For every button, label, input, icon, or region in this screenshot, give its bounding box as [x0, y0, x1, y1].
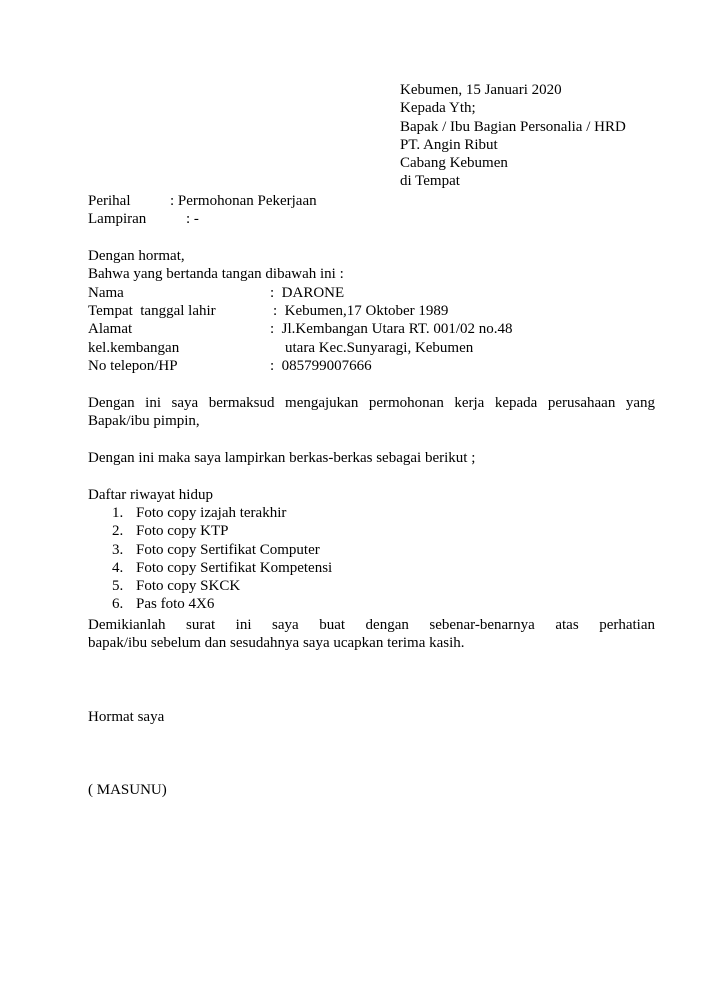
signer-name: ( MASUNU) [88, 782, 167, 798]
ttl-value: : Kebumen,17 Oktober 1989 [273, 303, 449, 319]
paragraph-attachments: Dengan ini maka saya lampirkan berkas-berkas sebagai berikut ; [88, 450, 476, 466]
branch-name: Cabang Kebumen [400, 155, 508, 172]
list-item: 5. Foto copy SKCK [112, 578, 241, 595]
attachments-list [112, 504, 332, 614]
paragraph-request [88, 394, 655, 431]
kel-value: utara Kec.Sunyaragi, Kebumen [285, 340, 474, 356]
list-item: 4. Foto copy Sertifikat Kompetensi [112, 559, 333, 576]
paragraph-request-line1: Dengan ini saya bermaksud mengajukan permohonan kerja kepada perusahaan yang [88, 395, 655, 411]
closing-paragraph [88, 616, 655, 653]
intro-text: Bahwa yang bertanda tangan dibawah ini : [88, 266, 344, 282]
perihal-label: Perihal [88, 193, 131, 209]
nama-value: : DARONE [270, 285, 345, 301]
kel-label: kel.kembangan [88, 340, 180, 356]
perihal-value: : Permohonan Pekerjaan [170, 193, 317, 209]
nama-label: Nama [88, 285, 124, 301]
company-name: PT. Angin Ribut [400, 136, 498, 153]
lampiran-value: : - [186, 211, 199, 227]
place-date: Kebumen, 15 Januari 2020 [400, 82, 562, 98]
alamat-label: Alamat [88, 321, 133, 337]
list-item: 3. Foto copy Sertifikat Computer [112, 541, 320, 558]
alamat-value: : Jl.Kembangan Utara RT. 001/02 no.48 [270, 321, 513, 337]
recipient-block [400, 81, 626, 191]
telp-value: : 085799007666 [270, 358, 372, 374]
to-line: Kepada Yth; [400, 100, 476, 117]
lampiran-label: Lampiran [88, 211, 147, 227]
closing-line1: Demikianlah surat ini saya buat dengan sebenar-benarnya atas perhatian [88, 617, 655, 633]
greeting: Dengan hormat, [88, 248, 185, 264]
list-item: 6. Pas foto 4X6 [112, 596, 215, 613]
paragraph-request-line2: Bapak/ibu pimpin, [88, 413, 200, 430]
list-title: Daftar riwayat hidup [88, 487, 213, 503]
recipient: Bapak / Ibu Bagian Personalia / HRD [400, 118, 626, 135]
location: di Tempat [400, 173, 460, 190]
list-item: 1. Foto copy izajah terakhir [112, 505, 287, 521]
ttl-label: Tempat tanggal lahir [88, 303, 216, 319]
closing-line2: bapak/ibu sebelum dan sesudahnya saya ucapkan terima kasih. [88, 635, 465, 652]
regards-text: Hormat saya [88, 709, 165, 725]
telp-label: No telepon/HP [88, 358, 178, 374]
list-item: 2. Foto copy KTP [112, 523, 229, 540]
